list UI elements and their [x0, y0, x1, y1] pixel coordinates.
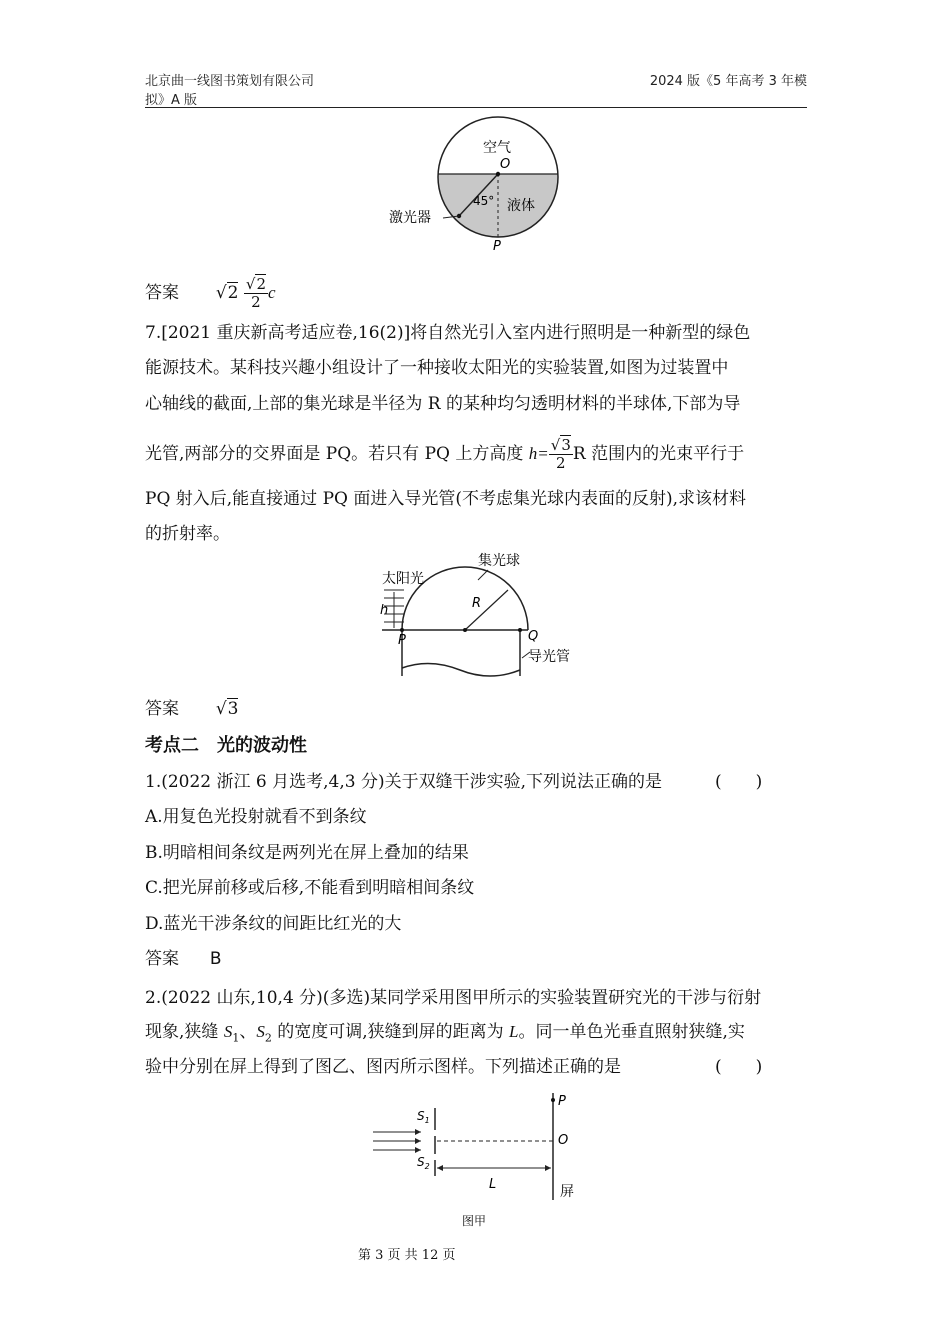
- label-p: P: [398, 633, 406, 648]
- label-o: O: [558, 1133, 569, 1148]
- label-angle: 45°: [473, 194, 495, 208]
- label-q: Q: [528, 629, 539, 644]
- q2-line2: 现象,狭缝 $S_1$、$S_2$ 的宽度可调,狭缝到屏的距离为 L。同一单色光垂直照射狭缝,实: [145, 1022, 745, 1045]
- point-q: [518, 628, 522, 632]
- point-p: [551, 1098, 555, 1102]
- collector-leader: [478, 570, 488, 580]
- radical-sign: √: [215, 283, 227, 303]
- label-p: P: [493, 239, 501, 254]
- answer-label: 答案: [145, 699, 179, 719]
- answer-6-c: c: [268, 283, 276, 302]
- q1-answer-value: B: [209, 949, 222, 969]
- q1-option-c: C.把光屏前移或后移,不能看到明暗相间条纹: [145, 878, 475, 898]
- header-right: 2024 版《5 年高考 3 年模: [649, 74, 807, 89]
- point-p: [400, 628, 404, 632]
- center-point: [463, 628, 467, 632]
- q7-fraction: $\frac{√3}{2}$: [550, 436, 571, 472]
- q1-answer: [145, 948, 221, 970]
- page-footer: 第 3 页 共 12 页: [358, 1248, 456, 1263]
- q7-line1: 7.[2021 重庆新高考适应卷,16(2)]将自然光引入室内进行照明是一种新型的绿色: [145, 323, 751, 343]
- header-left-line1: 北京曲一线图书策划有限公司: [145, 74, 315, 89]
- figure-liquid-sphere: [385, 112, 585, 257]
- label-laser: 激光器: [389, 210, 431, 226]
- label-sunlight: 太阳光: [382, 571, 424, 587]
- label-h: h: [380, 603, 389, 618]
- q7-line5: PQ 射入后,能直接通过 PQ 面进入导光管(不考虑集光球内表面的反射),求该材料: [145, 489, 747, 509]
- q7-line2: 能源技术。某科技兴趣小组设计了一种接收太阳光的实验装置,如图为过装置中: [145, 358, 729, 378]
- answer-6-sqrt: 2: [227, 283, 239, 303]
- label-p: P: [558, 1094, 566, 1109]
- figure3-caption: 图甲: [462, 1214, 487, 1228]
- label-o: O: [500, 157, 511, 172]
- q7-line4: 光管,两部分的交界面是 PQ。若只有 PQ 上方高度 h= $\frac{√3}{2}$ R 范围内的光束平行于: [145, 436, 745, 472]
- q7-line3: 心轴线的截面,上部的集光球是半径为 R 的某种均匀透明材料的半球体,下部为导: [145, 394, 741, 414]
- label-air: 空气: [483, 140, 511, 156]
- label-r: R: [472, 596, 482, 611]
- header-rule: [145, 107, 807, 108]
- figure-double-slit: [365, 1088, 590, 1206]
- label-liquid: 液体: [507, 198, 535, 214]
- label-collector: 集光球: [478, 553, 520, 569]
- guide-bottom-wave: [402, 663, 520, 676]
- label-l: L: [489, 1177, 497, 1192]
- q1-stem: 1.(2022 浙江 6 月选考,4,3 分)关于双缝干涉实验,下列说法正确的是: [145, 772, 663, 792]
- q2-paren: ( ): [715, 1057, 763, 1077]
- point-o: [496, 172, 500, 176]
- q1-option-a: A.用复色光投射就看不到条纹: [145, 807, 367, 827]
- answer-7-value: 3: [227, 699, 239, 719]
- label-s1: $S_1$: [417, 1109, 430, 1125]
- q2-line1: 2.(2022 山东,10,4 分)(多选)某同学采用图甲所示的实验装置研究光的干涉与衍射: [145, 988, 762, 1008]
- section-title: 考点二 光的波动性: [145, 735, 307, 756]
- q7-line6: 的折射率。: [145, 524, 230, 544]
- label-guide: 导光管: [528, 649, 570, 665]
- answer-7: 答案 √3: [145, 699, 239, 719]
- q1-paren: ( ): [715, 772, 763, 792]
- header-left-line2: 拟》A 版: [145, 93, 198, 108]
- answer-6: [145, 276, 276, 311]
- label-screen: 屏: [560, 1184, 574, 1200]
- q2-line3: 验中分别在屏上得到了图乙、图丙所示图样。下列描述正确的是: [145, 1057, 621, 1077]
- label-s2: $S_2$: [417, 1155, 430, 1171]
- figure-light-collector: [360, 548, 600, 688]
- q1-option-b: B.明暗相间条纹是两列光在屏上叠加的结果: [145, 843, 469, 863]
- answer-6-fraction: $\frac{√2}{2}$: [245, 275, 266, 311]
- answer-label: 答案: [145, 283, 179, 303]
- answer-label: 答案: [145, 949, 179, 969]
- q1-option-d: D.蓝光干涉条纹的间距比红光的大: [145, 914, 402, 934]
